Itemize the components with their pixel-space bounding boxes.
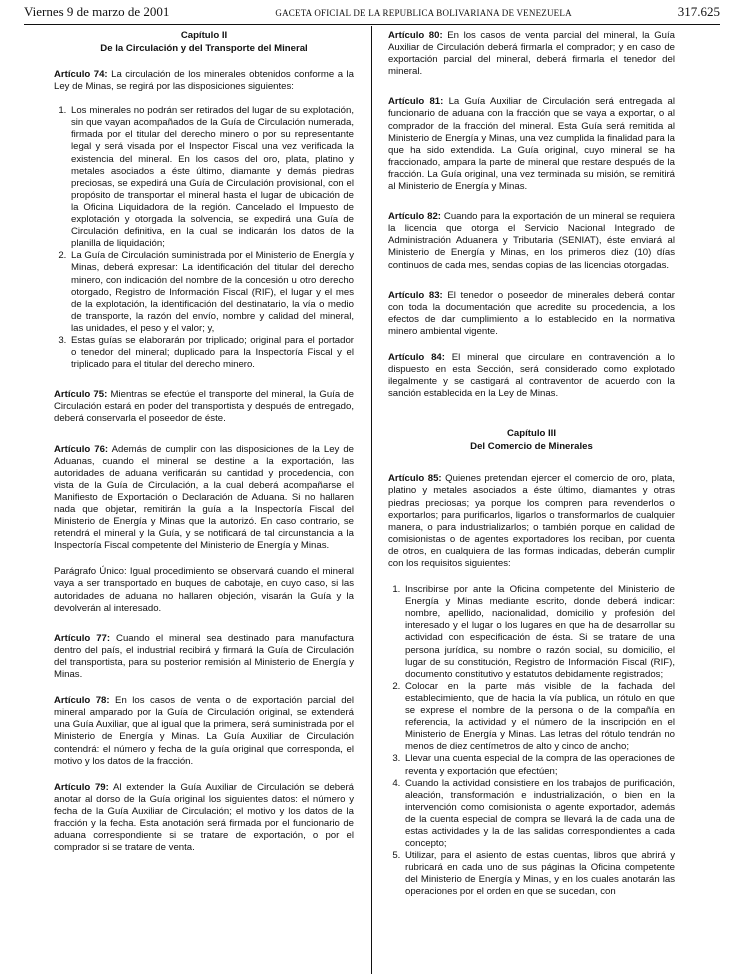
list-item: 3. Llevar una cuenta especial de la compra de las operaciones de reventa y exportación que efectúen; (403, 753, 675, 777)
list-item: 3. Estas guías se elaborarán por triplicado; original para el portador o tenedor del mineral; duplicado para la Inspectoría Fiscal y el triplicado para el titular del derecho minero. (69, 335, 354, 371)
article-text: El tenedor o poseedor de minerales deberá contar con toda la documentación que acredite su procedencia, a los efectos de dar cumplimiento a lo establecido en la normativa minero ambiental vigente. (388, 289, 675, 337)
header-gazette-title: GACETA OFICIAL DE LA REPUBLICA BOLIVARIANA DE VENEZUELA (275, 8, 572, 18)
article-80 (388, 30, 675, 78)
article-text: Al extender la Guía Auxiliar de Circulación se deberá anotar al dorso de la Guía original los siguientes datos: el número y fecha de la Guía Auxiliar de Circulación; el motivo y los datos de la fracción y la fecha. Esta anotación será firmada por el funcionario de aduana correspondiente si se tratare de exportación, o por el comprador si se tratare de venta. (54, 781, 355, 854)
article-77 (54, 633, 354, 681)
chapter-title: Del Comercio de Minerales (470, 440, 593, 452)
article-text: En los casos de venta parcial del mineral, la Guía Auxiliar de Circulación deberá firmarla el comprador; y en caso de exportación parcial del mineral, deberá firmarla el tenedor del mineral. (388, 30, 675, 78)
list-item: 5. Utilizar, para el asiento de estas cuentas, libros que abrirá y rubricará en cada uno de sus páginas la Oficina competente del Ministerio de Energía y Minas, y en los cuales anotarán las operaciones por el orden en que se sucedan, con (403, 850, 675, 898)
chapter-number: Capítulo II (180, 30, 228, 41)
chapter-number: Capítulo III (506, 428, 557, 440)
article-text: En los casos de venta o de exportación parcial del mineral amparado por la Guía de Circulación original, se extenderá una Guía Auxiliar, que al igual que la primera, será suministrada por el Ministerio de Energía y Minas. La Guía Auxiliar de Circulación contendrá: el número y fecha de la guía original que corresponda, el motivo y los datos de la fracción. (54, 695, 355, 767)
article-label: Artículo 80: (388, 30, 443, 41)
chapter-title: De la Circulación y del Transporte del Mineral (100, 42, 308, 54)
article-label: Artículo 81: (388, 96, 444, 108)
article-81 (388, 96, 675, 193)
article-label: Artículo 76: (54, 443, 109, 455)
article-84 (388, 352, 675, 400)
column-divider (371, 26, 372, 974)
article-text: Además de cumplir con las disposiciones de la Ley de Aduanas, cuando el mineral se destine a la exportación, las autoridades de aduana verificarán su cantidad y procedencia, con vista de la Guía de Circulación, a la cual deberá acompañarse el Manifiesto de Exportación o Declaración de Aduana. Si no hallaren nada que objetar, remitirán la guía a la Inspectoría Fiscal del Ministerio de Energía y Minas que la autorizó. En caso contrario, se retendrá el mineral y la Guía, y se notificará de tal circunstancia a la Inspectoría Fiscal competente del Ministerio de Energía y Minas. (54, 443, 355, 552)
article-text: Cuando para la exportación de un mineral se requiera la licencia que otorga el Servicio Nacional Integrado de Administración Aduanera y Tributaria (SENIAT), éste enviará al Ministerio de Energía y Minas, en los primeros diez (10) días continuos de cada mes, sendas copias de las licencias otorgadas. (388, 211, 675, 271)
article-74 (54, 69, 354, 371)
article-label: Artículo 83: (388, 289, 443, 301)
page-header (24, 4, 720, 25)
article-text: La circulación de los minerales obtenidos conforme a la Ley de Minas, se regirá por las disposiciones siguientes: (54, 69, 354, 93)
list-item: 2. La Guía de Circulación suministrada por el Ministerio de Energía y Minas, deberá expresar: La identificación del titular del derecho minero, con indicación del nombre de la concesión u otro derecho otorgado, Registro de Información Fiscal (RIF), el lugar y el mes de la explotación, la identificación del destinatario, la vía o medio de transporte, la razón del envío, nombre y calidad del mineral, las unidades, el peso y el valor; y, (69, 250, 354, 335)
list-item: 1. Inscribirse por ante la Oficina competente del Ministerio de Energía y Minas mediante escrito, donde deberá indicar: nombre, apellido, nacionalidad, domicilio y profesión del interesado y el lugar o los lugares en que ha de desarrollar su actividad con especificación de ésta. Si se tratare de una persona jurídica, su nombre o razón social, su domicilio, el lugar de su constitución, Registro de Información Fiscal (RIF), documento constitutivo y estatutos debidamente registrados; (403, 584, 675, 681)
article-label: Artículo 77: (54, 632, 111, 644)
article-85 (388, 473, 675, 898)
article-label: Artículo 85: (388, 473, 442, 485)
article-76 (54, 444, 354, 553)
article-label: Artículo 82: (388, 211, 441, 223)
article-label: Artículo 75: (54, 389, 108, 401)
header-page-number: 317.625 (677, 4, 720, 19)
article-text: La Guía Auxiliar de Circulación será entregada al funcionario de aduana con la fracción que se vaya a exportar, o al comprador de la fracción del mineral. Esta Guía será remitida al Ministerio de Energía y Minas, una vez cumplida la finalidad para la que ha sido extendida. La Guía original, cuyo mineral se ha fraccionado, ampara la parte de mineral que restare después de la fracción. La Guía original, una vez terminada su misión, se remitirá al Ministerio de Energía y Minas. (388, 96, 675, 193)
list-item: 1. Los minerales no podrán ser retirados del lugar de su explotación, sin que vayan acompañados de la Guía de Circulación numerada, firmada por el titular del derecho minero o por su representante legal y será visada por el Inspector Fiscal una vez verificada la existencia del mineral. En los casos del oro, plata, platino y metales asociados a éste último, diamante y demás piedras preciosas, se expedirá una Guía de Circulación provisional, con el propósito de transportar el mineral hasta el lugar de ubicación de la Oficina Liquidadora de la región. Cancelado el Impuesto de explotación y otorgada la solvencia, se expedirá una Guía de Circulación definitiva, en la cual se indicarán los datos de la planilla de liquidación; (69, 105, 354, 250)
left-column (54, 30, 354, 868)
article-79 (54, 782, 354, 855)
article-82 (388, 211, 675, 271)
right-column (388, 30, 675, 911)
article-83 (388, 290, 675, 338)
article-74-list (54, 105, 354, 371)
list-item: 2. Colocar en la parte más visible de la fachada del establecimiento, que de hacia la vía publica, un rótulo en que se exprese el nombre de la persona o de la compañía en referencia, la actividad y el número de la inscripción en el Ministerio de Energía y Minas. Las letras del rótulo tendrán no menos de diez centímetros de alto y cinco de ancho; (403, 681, 675, 754)
article-label: Artículo 74: (54, 69, 108, 80)
article-85-list (388, 584, 675, 898)
article-label: Artículo 79: (54, 781, 109, 793)
article-text: Cuando el mineral sea destinado para manufactura dentro del país, el industrial recibirá y firmará la Guía de Circulación del transportista, para su posterior remisión al Ministerio de Energía y Minas. (54, 632, 354, 681)
article-text: Quienes pretendan ejercer el comercio de oro, plata, platino y metales asociados a éste último, diamantes y otras piedras preciosas; ya porque los compren para revenderlos o exportarlos; para purificarlos, ligarlos o transformarlos de cualquier manera, o para industrializarlos; o también porque en calidad de comisionistas o de agentes exportadores los reciban, por cuenta de otros, en cualquiera de las formas indicadas, deberán cumplir con los requisitos siguientes: (388, 473, 676, 569)
article-label: Artículo 84: (388, 351, 445, 363)
header-date: Viernes 9 de marzo de 2001 (24, 4, 170, 19)
article-75 (54, 389, 354, 425)
article-text: El mineral que circulare en contravención a lo dispuesto en esta Sección, será considerado como explotado ilegalmente y se castigará al contraventor de acuerdo con la sanción establecida en la Ley de Minas. (388, 351, 675, 400)
list-item: 4. Cuando la actividad consistiere en los trabajos de purificación, aleación, transformación e industrialización, o bien en la intervención como comisionista o agente exportador, además de la cuenta especial de compra se llevará la de cada una de estas actividades y la de las salidas correspondientes a cada concepto; (403, 778, 675, 851)
article-text: Mientras se efectúe el transporte del mineral, la Guía de Circulación estará en poder del transportista y después de entregado, deberá conservarla el poseedor de éste. (54, 389, 355, 425)
article-label: Artículo 78: (54, 695, 110, 707)
article-78 (54, 695, 354, 768)
paragrafo-unico: Parágrafo Único: Igual procedimiento se observará cuando el mineral vaya a ser transportado en buques de cabotaje, en cuyo caso, si las autoridades de aduana no hallaren objeción, visarán la Guía y la devolverán al interesado. (54, 566, 354, 614)
